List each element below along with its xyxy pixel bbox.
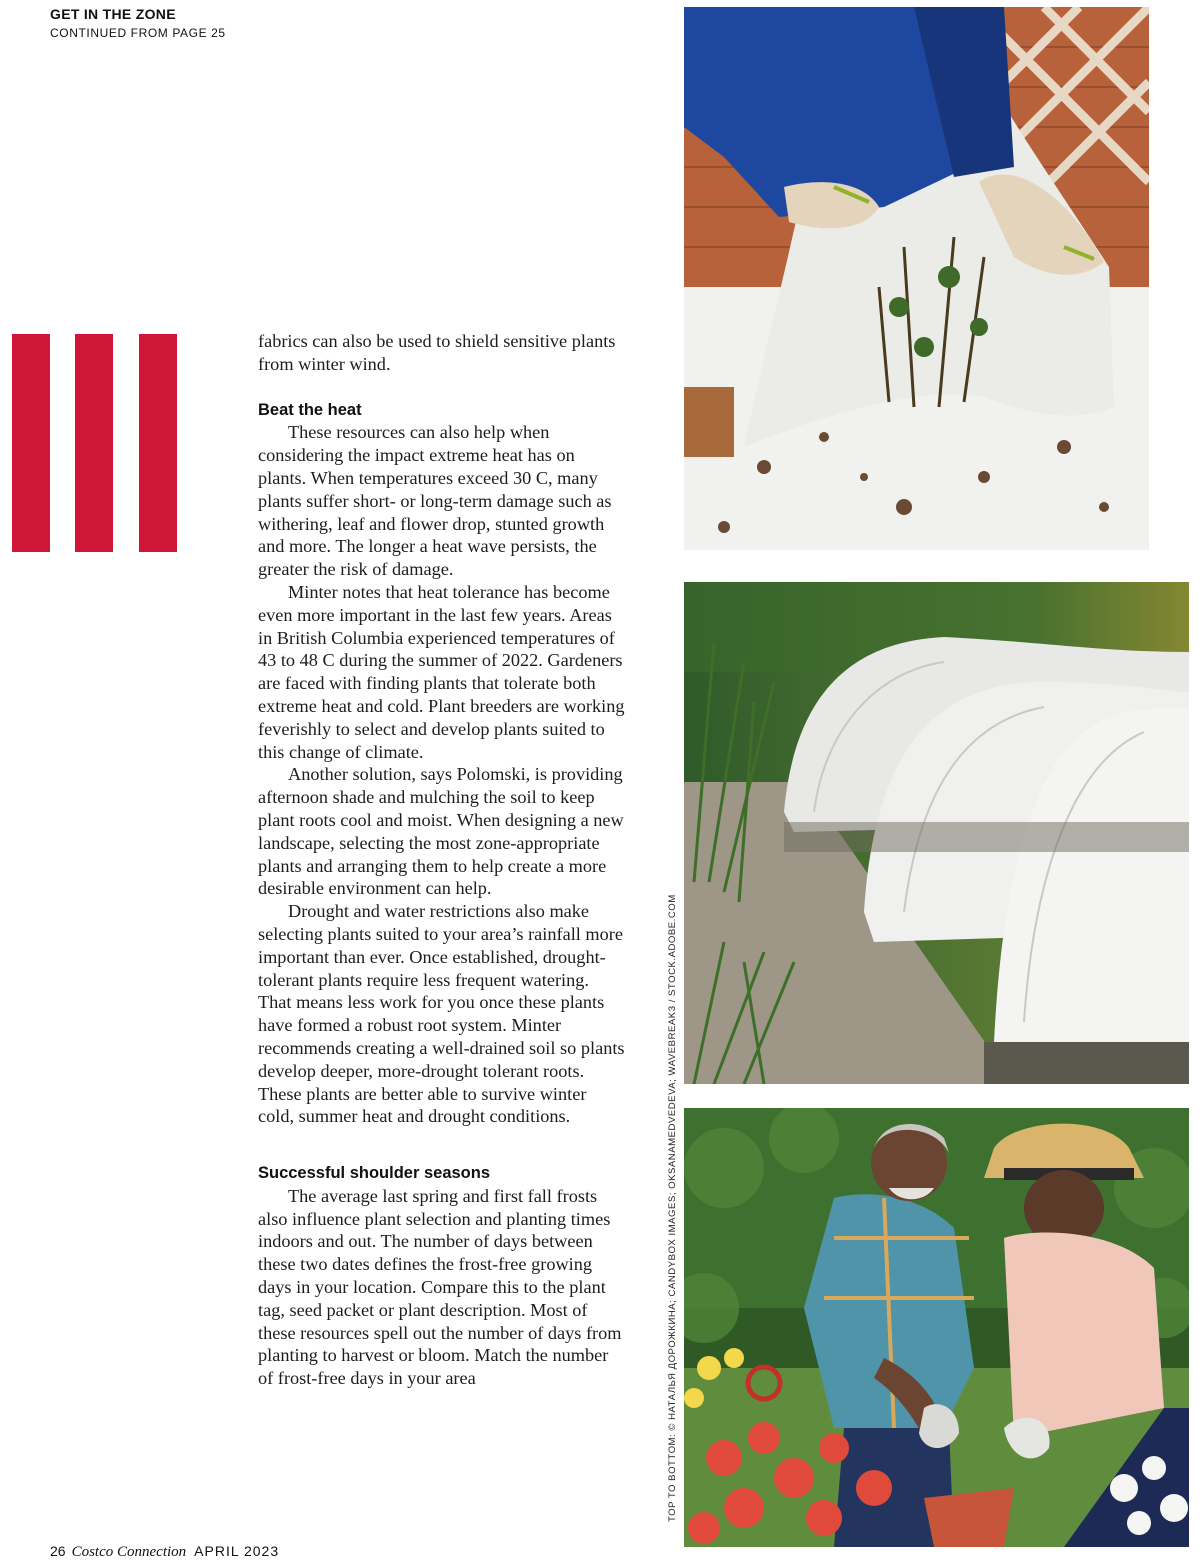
magazine-name: Costco Connection: [71, 1544, 187, 1560]
article-body: [258, 330, 626, 1390]
photo-couple-gardening: [684, 1108, 1189, 1547]
paragraph: These resources can also help when considering the impact extreme heat has on plants. When temperatures exceed 30 C, many plants suffer short- or long-term damage such as withering, leaf and flower drop, stunted growth and more. The longer a heat wave persists, the greater the risk of damage.: [258, 422, 612, 580]
paragraph: The average last spring and first fall frosts also influence plant selection and planting times indoors and out. The number of days between these two dates defines the frost-free growing days in your location. Compare this to the plant tag, seed packet or plant description. Most of these resources spell out the number of days from planting to harvest or bloom. Match the number of frost-free days in your area: [258, 1185, 622, 1389]
issue-date: APRIL 2023: [194, 1543, 280, 1559]
page-number: 26: [50, 1543, 66, 1559]
section-heading-beat-the-heat: Beat the heat: [258, 400, 362, 419]
photo-credit: TOP TO BOTTOM: © НАТАЛЬЯ ДОРОЖКИНА; CANDYBOX IMAGES; OKSANAMEDVEDEVA; WAVEBREAK3 / STOCK.ADOBE.COM: [667, 894, 678, 1522]
header-continued: CONTINUED FROM PAGE 25: [50, 26, 226, 40]
lead-fragment: fabrics can also be used to shield sensitive plants from winter wind.: [258, 331, 616, 374]
paragraph: Drought and water restrictions also make selecting plants suited to your area’s rainfall more important than ever. Once established, drought-tolerant plants require less frequent watering. That means less work for you once these plants have formed a robust root system. Minter recommends creating a well-drained soil so plants develop deeper, more-drought tolerant roots. These plants are better able to survive winter cold, summer heat and drought conditions.: [258, 901, 625, 1127]
photo-frost-cloth-shrub: [684, 7, 1149, 550]
section-heading-shoulder-seasons: Successful shoulder seasons: [258, 1164, 491, 1183]
photo-row-covers: [684, 582, 1189, 1084]
page-footer: [50, 1543, 279, 1561]
header-kicker: GET IN THE ZONE: [50, 6, 176, 22]
paragraph: Minter notes that heat tolerance has become even more important in the last few years. Areas in British Columbia experienced temperatures of 43 to 48 C during the summer of 2022. Gardeners are faced with finding plants that tolerate both extreme heat and cold. Plant breeders are working feverishly to select and develop plants suited to this change of climate.: [258, 581, 625, 762]
red-accent-bar-2: [75, 334, 113, 552]
paragraph: Another solution, says Polomski, is providing afternoon shade and mulching the soil to keep plant roots cool and moist. When designing a new landscape, selecting the most zone-appropriate plants and arranging them to help create a more desirable environment can help.: [258, 764, 624, 899]
red-accent-bar-3: [139, 334, 177, 552]
red-accent-bar-1: [12, 334, 50, 552]
